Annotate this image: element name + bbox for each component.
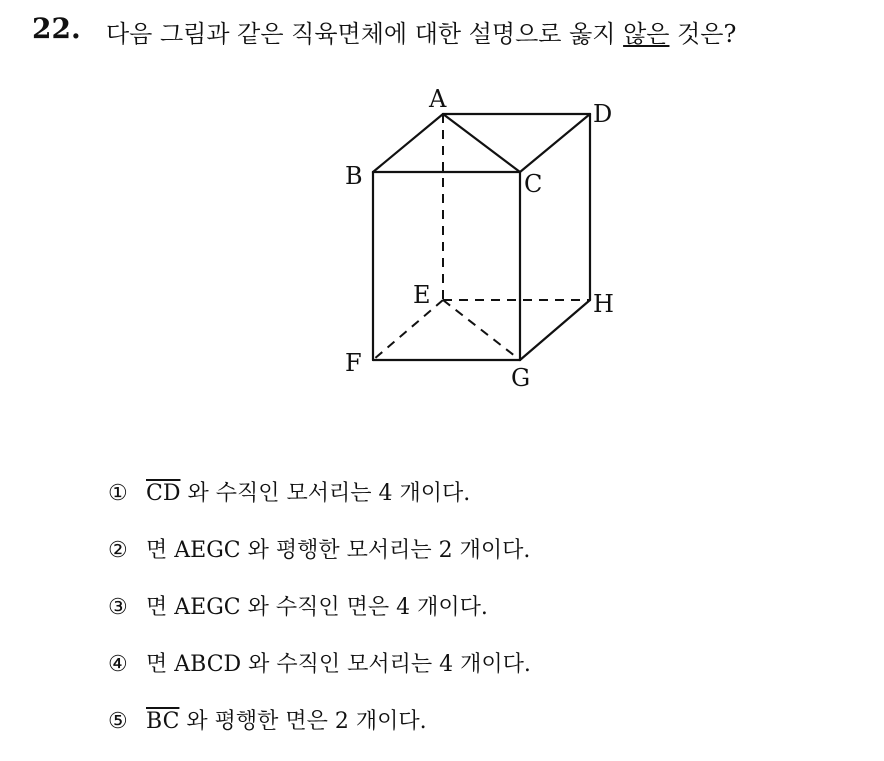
vertex-label-E: E [413,281,431,309]
option-4[interactable] [108,647,531,704]
vertex-label-B: B [345,162,363,190]
option-1[interactable] [108,476,531,533]
question-text-before: 다음 그림과 같은 직육면체에 대한 설명으로 옳지 [106,20,624,48]
option-text: 면 ABCD 와 수직인 모서리는 4 개이다. [146,652,531,677]
vertex-label-C: C [524,170,543,198]
vertex-label-A: A [429,85,447,113]
edge-AB [373,114,443,172]
option-marker: ⑤ [108,709,128,734]
option-text: 면 AEGC 와 수직인 면은 4 개이다. [146,595,488,620]
edge-EF [373,300,443,360]
option-text: $\overline{CD}$ 와 수직인 모서리는 4 개이다. [146,481,471,506]
cuboid-figure [330,85,630,395]
option-text: 면 AEGC 와 평행한 모서리는 2 개이다. [146,538,531,563]
vertex-label-H: H [593,290,614,318]
option-5[interactable] [108,704,531,761]
edge-EG [443,300,520,360]
vertex-label-F: F [345,349,362,377]
segment-cd: $\overline{CD}$ [146,481,181,506]
option-marker: ③ [108,595,128,620]
question-text [106,14,736,49]
question-number: 22. [32,12,81,45]
vertex-label-D: D [593,100,613,128]
option-text: $\overline{BC}$ 와 평행한 면은 2 개이다. [146,709,427,734]
edge-GH [520,300,590,360]
vertex-label-G: G [511,364,531,392]
option-marker: ④ [108,652,128,677]
segment-bc: $\overline{BC}$ [146,709,180,734]
option-marker: ① [108,481,128,506]
answer-options [108,476,531,761]
edge-AC [443,114,520,172]
option-2[interactable] [108,533,531,590]
question-emphasis: 않은 [623,20,670,48]
option-marker: ② [108,538,128,563]
question-text-after: 것은? [669,20,737,48]
edge-CD [520,114,590,172]
option-3[interactable] [108,590,531,647]
